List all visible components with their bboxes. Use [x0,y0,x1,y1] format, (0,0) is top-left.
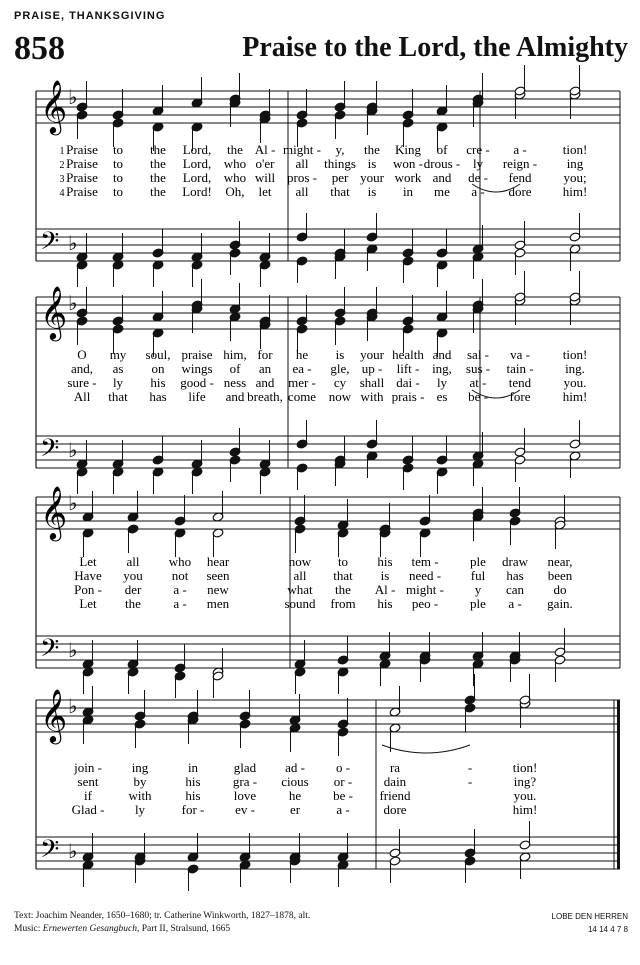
lyric-syllable: he [295,347,309,362]
lyric-syllable: y, [335,142,345,157]
lyric-syllable: de - [468,170,488,185]
lyric-syllable: you. [563,375,587,390]
lyric-syllable: o - [335,760,351,775]
lyric-syllable: come [287,389,317,404]
lyric-syllable: Oh, [225,184,245,199]
lyric-syllable: Let [79,554,97,569]
lyric-syllable: prais - [391,389,425,404]
lyric-syllable: peo - [411,596,439,611]
sys1-bass-clef: 𝄢 [40,227,60,262]
lyric-syllable: dai - [396,375,420,390]
lyric-syllable: by [133,774,147,789]
lyric-syllable: tion! [512,760,538,775]
text-credit-value: Joachim Neander, 1650–1680; tr. Catherine Winkworth, 1827–1878, alt. [35,911,311,921]
lyric-syllable: Let [79,596,97,611]
music-credit-rest: , Part II, Stralsund, 1665 [136,924,231,934]
lyric-syllable: all [295,156,309,171]
lyric-syllable: Al - [374,582,396,597]
lyric-syllable: health [392,347,424,362]
lyric-syllable: the [335,582,351,597]
hymn-title: Praise to the Lord, the Almighty [242,32,628,63]
lyric-syllable: from [330,596,356,611]
lyric-syllable: sure - [67,375,97,390]
sys2-bass-key-flat: ♭ [68,438,78,462]
lyric-syllable: cious [281,774,309,789]
lyric-syllable: tion! [562,347,588,362]
lyric-syllable: to [337,554,349,569]
lyric-syllable: cy [333,375,347,390]
lyric-syllable: seen [206,568,230,583]
lyric-syllable: has [506,568,524,583]
text-credit [14,910,310,923]
lyric-syllable: Pon - [74,582,102,597]
lyric-syllable: a - [513,142,527,157]
lyric-syllable: Lord, [182,156,212,171]
lyric-syllable: be - [468,389,488,404]
lyric-syllable: things [324,156,356,171]
lyric-syllable: in [187,760,199,775]
lyric-syllable: near, [547,554,573,569]
sys1-treble-key-flat: ♭ [68,85,78,109]
lyric-syllable: an [258,361,272,376]
lyric-syllable: hear [206,554,230,569]
lyric-syllable: if [84,788,92,803]
lyric-syllable: good - [180,375,214,390]
music-credit-label: Music: [14,924,41,934]
lyric-syllable: at - [469,375,487,390]
lyric-syllable: tend [508,375,532,390]
lyric-syllable: tain - [506,361,534,376]
lyric-syllable: ev - [235,802,255,817]
lyric-syllable: sent [77,774,99,789]
lyric-syllable: Praise [66,156,98,171]
lyric-syllable: the [125,596,141,611]
lyric-syllable: Glad - [71,802,105,817]
lyric-syllable: to [112,184,124,199]
lyric-syllable: that [108,389,128,404]
sys2-treble-key-flat: ♭ [68,291,78,315]
lyric-syllable: praise [181,347,213,362]
lyric-syllable: or - [333,774,353,789]
lyric-syllable: men [206,596,230,611]
lyric-syllable: can [505,582,525,597]
lyric-syllable: fore [509,389,531,404]
lyric-syllable: you; [563,170,587,185]
lyric-syllable: Lord! [182,184,212,199]
lyric-syllable: will [254,170,276,185]
lyric-syllable: ra [389,760,401,775]
sys3-treble-clef: 𝄞 [40,485,68,539]
lyric-syllable: him! [562,389,588,404]
sys4-bass-key-flat: ♭ [68,839,78,863]
lyric-syllable: his [185,788,201,803]
lyric-syllable: him! [562,184,588,199]
lyric-syllable: a - [336,802,350,817]
lyric-syllable: draw [502,554,528,569]
lyric-syllable: your [360,170,384,185]
music-credit [14,923,310,936]
lyric-syllable: ing? [513,774,537,789]
lyric-syllable: glad [233,760,257,775]
hymn-number: 858 [14,30,65,67]
lyric-syllable: va - [510,347,530,362]
lyric-syllable: new [207,582,229,597]
lyric-syllable: he [288,788,302,803]
lyric-syllable: ly [112,375,124,390]
sys4-final-barline-thick [617,700,620,869]
lyric-syllable: who [223,170,247,185]
verse-number: 3 [59,174,65,185]
meter: 14 14 4 7 8 [587,925,628,934]
text-credit-label: Text: [14,911,34,921]
lyric-syllable: ing [131,760,149,775]
lyric-syllable: for [257,347,273,362]
sys4-treble-key-flat: ♭ [68,694,78,718]
lyric-syllable: Have [74,568,102,583]
lyric-syllable: not [171,568,189,583]
lyric-syllable: gain. [547,596,573,611]
lyric-syllable: dore [383,802,407,817]
lyric-syllable: pros - [287,170,317,185]
lyric-syllable: ing, [432,361,452,376]
lyric-syllable: gra - [232,774,258,789]
lyric-syllable: soul, [145,347,171,362]
lyric-syllable: fend [508,170,532,185]
lyric-syllable: to [112,156,124,171]
lyric-syllable: the [150,170,166,185]
lyric-syllable: the [364,142,380,157]
lyric-syllable: sal - [466,347,490,362]
lyric-syllable: Praise [66,142,98,157]
verse-number: 2 [59,160,65,171]
lyric-syllable: all [293,568,307,583]
lyric-syllable: the [227,142,243,157]
lyric-syllable: reign - [502,156,538,171]
lyric-syllable: der [124,582,142,597]
lyric-syllable: Praise [66,170,98,185]
lyric-syllable: you [123,568,143,583]
lyric-syllable: wings [181,361,213,376]
lyric-syllable: the [150,156,166,171]
lyric-syllable: is [380,568,390,583]
lyric-syllable: life [188,389,206,404]
lyric-syllable: ing. [565,361,585,376]
lyric-syllable: tem - [411,554,439,569]
lyric-syllable: ple [470,596,486,611]
lyric-syllable: has [149,389,167,404]
lyric-syllable: ly [134,802,146,817]
lyric-syllable: me [434,184,450,199]
music-credit-source: Ernewerten Gesangbuch [42,924,137,934]
lyric-syllable: ness [223,375,247,390]
sys3-bass-clef: 𝄢 [40,634,60,669]
lyric-syllable: his [377,554,393,569]
lyric-syllable: Lord, [182,142,212,157]
lyric-syllable: his [150,375,166,390]
lyric-syllable: O [77,347,87,362]
lyric-syllable: Praise [66,184,98,199]
lyric-syllable: ea - [292,361,312,376]
lyric-syllable: been [547,568,573,583]
lyric-syllable: dain [383,774,407,789]
sys2-treble-clef: 𝄞 [40,285,68,339]
slur [382,745,470,753]
lyric-syllable: is [367,156,377,171]
lyric-syllable: a - [173,596,187,611]
lyric-syllable: let [258,184,272,199]
lyric-syllable: might - [406,582,444,597]
lyric-syllable: es [436,389,448,404]
lyric-syllable: you. [513,788,537,803]
lyric-syllable: might - [283,142,321,157]
sys4-treble-clef: 𝄞 [40,688,68,742]
lyric-syllable: the [150,184,166,199]
lyric-syllable: y [474,582,482,597]
sys4-bass-clef: 𝄢 [40,835,60,870]
lyric-syllable: that [330,184,350,199]
lyric-syllable: do [553,582,567,597]
lyric-syllable: and [432,347,452,362]
lyric-syllable: on [151,361,165,376]
lyric-syllable: King [395,142,421,157]
lyric-syllable: my [109,347,127,362]
lyric-syllable: love [233,788,257,803]
lyric-syllable: a - [173,582,187,597]
sys3-bass-key-flat: ♭ [68,638,78,662]
lyric-syllable: ad - [285,760,305,775]
lyric-syllable: and [225,389,245,404]
lyric-syllable: sound [284,596,316,611]
sys3-treble-key-flat: ♭ [68,491,78,515]
lyric-syllable: up - [361,361,383,376]
lyric-syllable: drous - [423,156,461,171]
lyric-syllable: now [288,554,312,569]
lyric-syllable: now [328,389,352,404]
lyric-syllable: is [367,184,377,199]
lyric-syllable: who [168,554,192,569]
lyric-syllable: mer - [288,375,316,390]
lyric-syllable: to [112,170,124,185]
lyric-syllable: him, [223,347,247,362]
lyric-syllable: to [112,142,124,157]
lyric-syllable: ly [472,156,484,171]
lyric-syllable: be - [333,788,353,803]
lyric-syllable: a - [471,184,485,199]
lyric-syllable: that [333,568,353,583]
lyric-syllable: with [360,389,384,404]
lyric-syllable: and [432,170,452,185]
lyric-syllable: er [289,802,301,817]
lyric-syllable: per [331,170,349,185]
lyric-syllable: friend [379,788,411,803]
lyric-syllable: as [112,361,124,376]
lyric-syllable: and [255,375,275,390]
lyric-syllable: the [150,142,166,157]
lyric-syllable: your [360,347,384,362]
lyric-syllable: ly [436,375,448,390]
lyric-syllable: cre - [466,142,490,157]
lyric-syllable: lift - [396,361,420,376]
lyric-syllable: Al - [254,142,276,157]
tune-info [552,910,628,936]
lyric-syllable: - [467,760,473,775]
lyric-syllable: shall [359,375,385,390]
lyric-syllable: ful [470,568,486,583]
lyric-syllable: in [402,184,414,199]
lyric-syllable: tion! [562,142,588,157]
lyric-syllable: and, [70,361,94,376]
lyric-syllable: is [335,347,345,362]
lyric-syllable: dore [508,184,532,199]
credits [14,910,310,936]
sys1-treble-clef: 𝄞 [40,79,68,133]
lyric-syllable: ing [566,156,584,171]
lyric-syllable: his [185,774,201,789]
lyric-syllable: for - [181,802,205,817]
lyric-syllable: work [394,170,422,185]
tune-name: LOBE DEN HERREN [551,912,628,921]
lyric-syllable: Lord, [182,170,212,185]
lyric-syllable: his [377,596,393,611]
lyric-syllable: of [436,142,448,157]
lyric-syllable: o'er [255,156,275,171]
lyric-syllable: with [128,788,152,803]
lyric-syllable: who [223,156,247,171]
lyric-syllable: breath, [247,389,283,404]
verse-number: 4 [59,188,65,199]
lyric-syllable: all [295,184,309,199]
lyric-syllable: need - [408,568,442,583]
sys1-bass-key-flat: ♭ [68,231,78,255]
verse-number: 1 [59,146,65,157]
lyric-syllable: gle, [330,361,350,376]
lyric-syllable: of [229,361,241,376]
lyric-syllable: sus - [465,361,491,376]
category-label: PRAISE, THANKSGIVING [14,10,166,22]
lyric-syllable: ple [470,554,486,569]
lyric-syllable: All [73,389,91,404]
lyric-syllable: - [467,774,473,789]
lyric-syllable: all [126,554,140,569]
lyric-syllable: won - [393,156,423,171]
lyric-syllable: join - [74,760,102,775]
lyric-syllable: what [287,582,313,597]
lyric-syllable: him! [512,802,538,817]
lyric-syllable: a - [508,596,522,611]
sys2-bass-clef: 𝄢 [40,434,60,469]
